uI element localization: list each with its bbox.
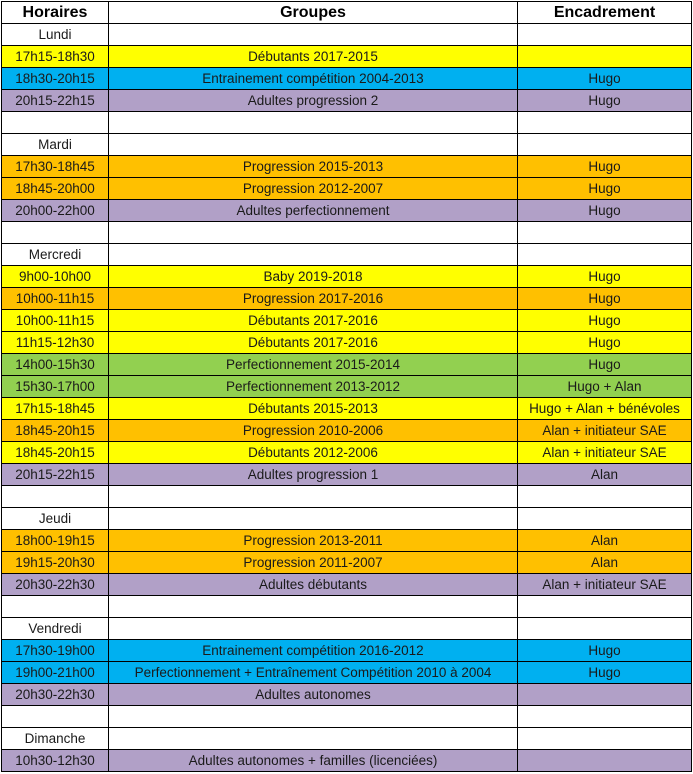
session-time: 19h15-20h30 — [2, 552, 109, 574]
session-staff: Hugo — [518, 266, 692, 288]
session-staff: Hugo — [518, 332, 692, 354]
session-staff: Hugo — [518, 68, 692, 90]
session-group: Progression 2015-2013 — [109, 156, 518, 178]
session-row — [2, 332, 692, 354]
session-staff: Hugo — [518, 310, 692, 332]
session-staff: Hugo + Alan — [518, 376, 692, 398]
session-staff: Alan — [518, 464, 692, 486]
day-name: Vendredi — [2, 618, 109, 640]
session-time: 20h00-22h00 — [2, 200, 109, 222]
empty-cell — [109, 112, 518, 134]
session-staff: Alan + initiateur SAE — [518, 442, 692, 464]
session-staff: Hugo — [518, 662, 692, 684]
session-time: 20h30-22h30 — [2, 684, 109, 706]
day-row — [2, 618, 692, 640]
empty-cell — [2, 596, 109, 618]
empty-cell — [518, 222, 692, 244]
session-row — [2, 200, 692, 222]
session-staff: Hugo + Alan + bénévoles — [518, 398, 692, 420]
session-group: Perfectionnement 2015-2014 — [109, 354, 518, 376]
empty-cell — [109, 728, 518, 750]
empty-cell — [518, 508, 692, 530]
session-row — [2, 288, 692, 310]
session-row — [2, 640, 692, 662]
session-staff: Alan + initiateur SAE — [518, 420, 692, 442]
session-staff: Hugo — [518, 354, 692, 376]
session-time: 18h45-20h00 — [2, 178, 109, 200]
session-staff: Alan — [518, 530, 692, 552]
session-staff — [518, 750, 692, 772]
session-time: 18h45-20h15 — [2, 442, 109, 464]
session-row — [2, 398, 692, 420]
session-staff: Hugo — [518, 288, 692, 310]
day-name: Dimanche — [2, 728, 109, 750]
empty-cell — [518, 134, 692, 156]
spacer-row — [2, 706, 692, 728]
session-row — [2, 684, 692, 706]
session-time: 10h00-11h15 — [2, 310, 109, 332]
day-row — [2, 508, 692, 530]
header-horaires: Horaires — [2, 2, 109, 24]
empty-cell — [109, 596, 518, 618]
empty-cell — [109, 486, 518, 508]
session-time: 9h00-10h00 — [2, 266, 109, 288]
session-time: 20h15-22h15 — [2, 90, 109, 112]
spacer-row — [2, 596, 692, 618]
header-encadrement: Encadrement — [518, 2, 692, 24]
session-time: 10h00-11h15 — [2, 288, 109, 310]
session-staff: Hugo — [518, 178, 692, 200]
schedule-header — [2, 2, 692, 24]
session-row — [2, 90, 692, 112]
session-group: Débutants 2012-2006 — [109, 442, 518, 464]
spacer-row — [2, 112, 692, 134]
session-group: Progression 2013-2011 — [109, 530, 518, 552]
header-groupes: Groupes — [109, 2, 518, 24]
session-row — [2, 46, 692, 68]
empty-cell — [2, 486, 109, 508]
session-time: 17h30-18h45 — [2, 156, 109, 178]
day-row — [2, 24, 692, 46]
session-group: Perfectionnement + Entraînement Compétition 2010 à 2004 — [109, 662, 518, 684]
spacer-row — [2, 486, 692, 508]
session-time: 14h00-15h30 — [2, 354, 109, 376]
session-row — [2, 68, 692, 90]
session-time: 10h30-12h30 — [2, 750, 109, 772]
session-row — [2, 530, 692, 552]
empty-cell — [2, 112, 109, 134]
session-group: Débutants 2017-2016 — [109, 310, 518, 332]
session-time: 11h15-12h30 — [2, 332, 109, 354]
day-name: Mercredi — [2, 244, 109, 266]
session-time: 17h15-18h45 — [2, 398, 109, 420]
session-row — [2, 178, 692, 200]
session-time: 19h00-21h00 — [2, 662, 109, 684]
empty-cell — [109, 618, 518, 640]
session-row — [2, 574, 692, 596]
session-time: 15h30-17h00 — [2, 376, 109, 398]
session-group: Entrainement compétition 2004-2013 — [109, 68, 518, 90]
session-row — [2, 156, 692, 178]
schedule-table — [1, 1, 692, 772]
session-group: Adultes perfectionnement — [109, 200, 518, 222]
session-staff — [518, 46, 692, 68]
session-staff: Alan + initiateur SAE — [518, 574, 692, 596]
session-staff: Hugo — [518, 156, 692, 178]
day-name: Jeudi — [2, 508, 109, 530]
session-time: 18h45-20h15 — [2, 420, 109, 442]
session-row — [2, 310, 692, 332]
header-row — [2, 2, 692, 24]
session-time: 17h15-18h30 — [2, 46, 109, 68]
empty-cell — [109, 24, 518, 46]
session-group: Progression 2017-2016 — [109, 288, 518, 310]
empty-cell — [2, 706, 109, 728]
session-group: Adultes progression 2 — [109, 90, 518, 112]
day-name: Lundi — [2, 24, 109, 46]
session-staff: Hugo — [518, 90, 692, 112]
session-staff: Alan — [518, 552, 692, 574]
empty-cell — [109, 508, 518, 530]
empty-cell — [518, 486, 692, 508]
empty-cell — [518, 728, 692, 750]
session-group: Adultes autonomes — [109, 684, 518, 706]
empty-cell — [518, 24, 692, 46]
empty-cell — [109, 222, 518, 244]
session-row — [2, 442, 692, 464]
session-group: Adultes débutants — [109, 574, 518, 596]
session-group: Adultes autonomes + familles (licenciées) — [109, 750, 518, 772]
session-time: 18h30-20h15 — [2, 68, 109, 90]
empty-cell — [109, 706, 518, 728]
day-row — [2, 244, 692, 266]
session-group: Progression 2011-2007 — [109, 552, 518, 574]
session-time: 20h15-22h15 — [2, 464, 109, 486]
spacer-row — [2, 222, 692, 244]
session-group: Débutants 2015-2013 — [109, 398, 518, 420]
session-group: Progression 2010-2006 — [109, 420, 518, 442]
session-group: Progression 2012-2007 — [109, 178, 518, 200]
empty-cell — [518, 706, 692, 728]
day-name: Mardi — [2, 134, 109, 156]
session-row — [2, 662, 692, 684]
session-group: Débutants 2017-2016 — [109, 332, 518, 354]
session-row — [2, 266, 692, 288]
session-group: Adultes progression 1 — [109, 464, 518, 486]
session-row — [2, 464, 692, 486]
session-staff: Hugo — [518, 200, 692, 222]
schedule-body — [2, 24, 692, 772]
session-group: Débutants 2017-2015 — [109, 46, 518, 68]
session-group: Baby 2019-2018 — [109, 266, 518, 288]
session-time: 18h00-19h15 — [2, 530, 109, 552]
empty-cell — [518, 596, 692, 618]
session-time: 20h30-22h30 — [2, 574, 109, 596]
session-time: 17h30-19h00 — [2, 640, 109, 662]
session-staff: Hugo — [518, 640, 692, 662]
session-row — [2, 420, 692, 442]
session-row — [2, 376, 692, 398]
session-row — [2, 750, 692, 772]
day-row — [2, 134, 692, 156]
empty-cell — [518, 618, 692, 640]
empty-cell — [2, 222, 109, 244]
empty-cell — [518, 112, 692, 134]
empty-cell — [518, 244, 692, 266]
session-row — [2, 354, 692, 376]
session-staff — [518, 684, 692, 706]
empty-cell — [109, 244, 518, 266]
session-row — [2, 552, 692, 574]
empty-cell — [109, 134, 518, 156]
day-row — [2, 728, 692, 750]
session-group: Entrainement compétition 2016-2012 — [109, 640, 518, 662]
session-group: Perfectionnement 2013-2012 — [109, 376, 518, 398]
